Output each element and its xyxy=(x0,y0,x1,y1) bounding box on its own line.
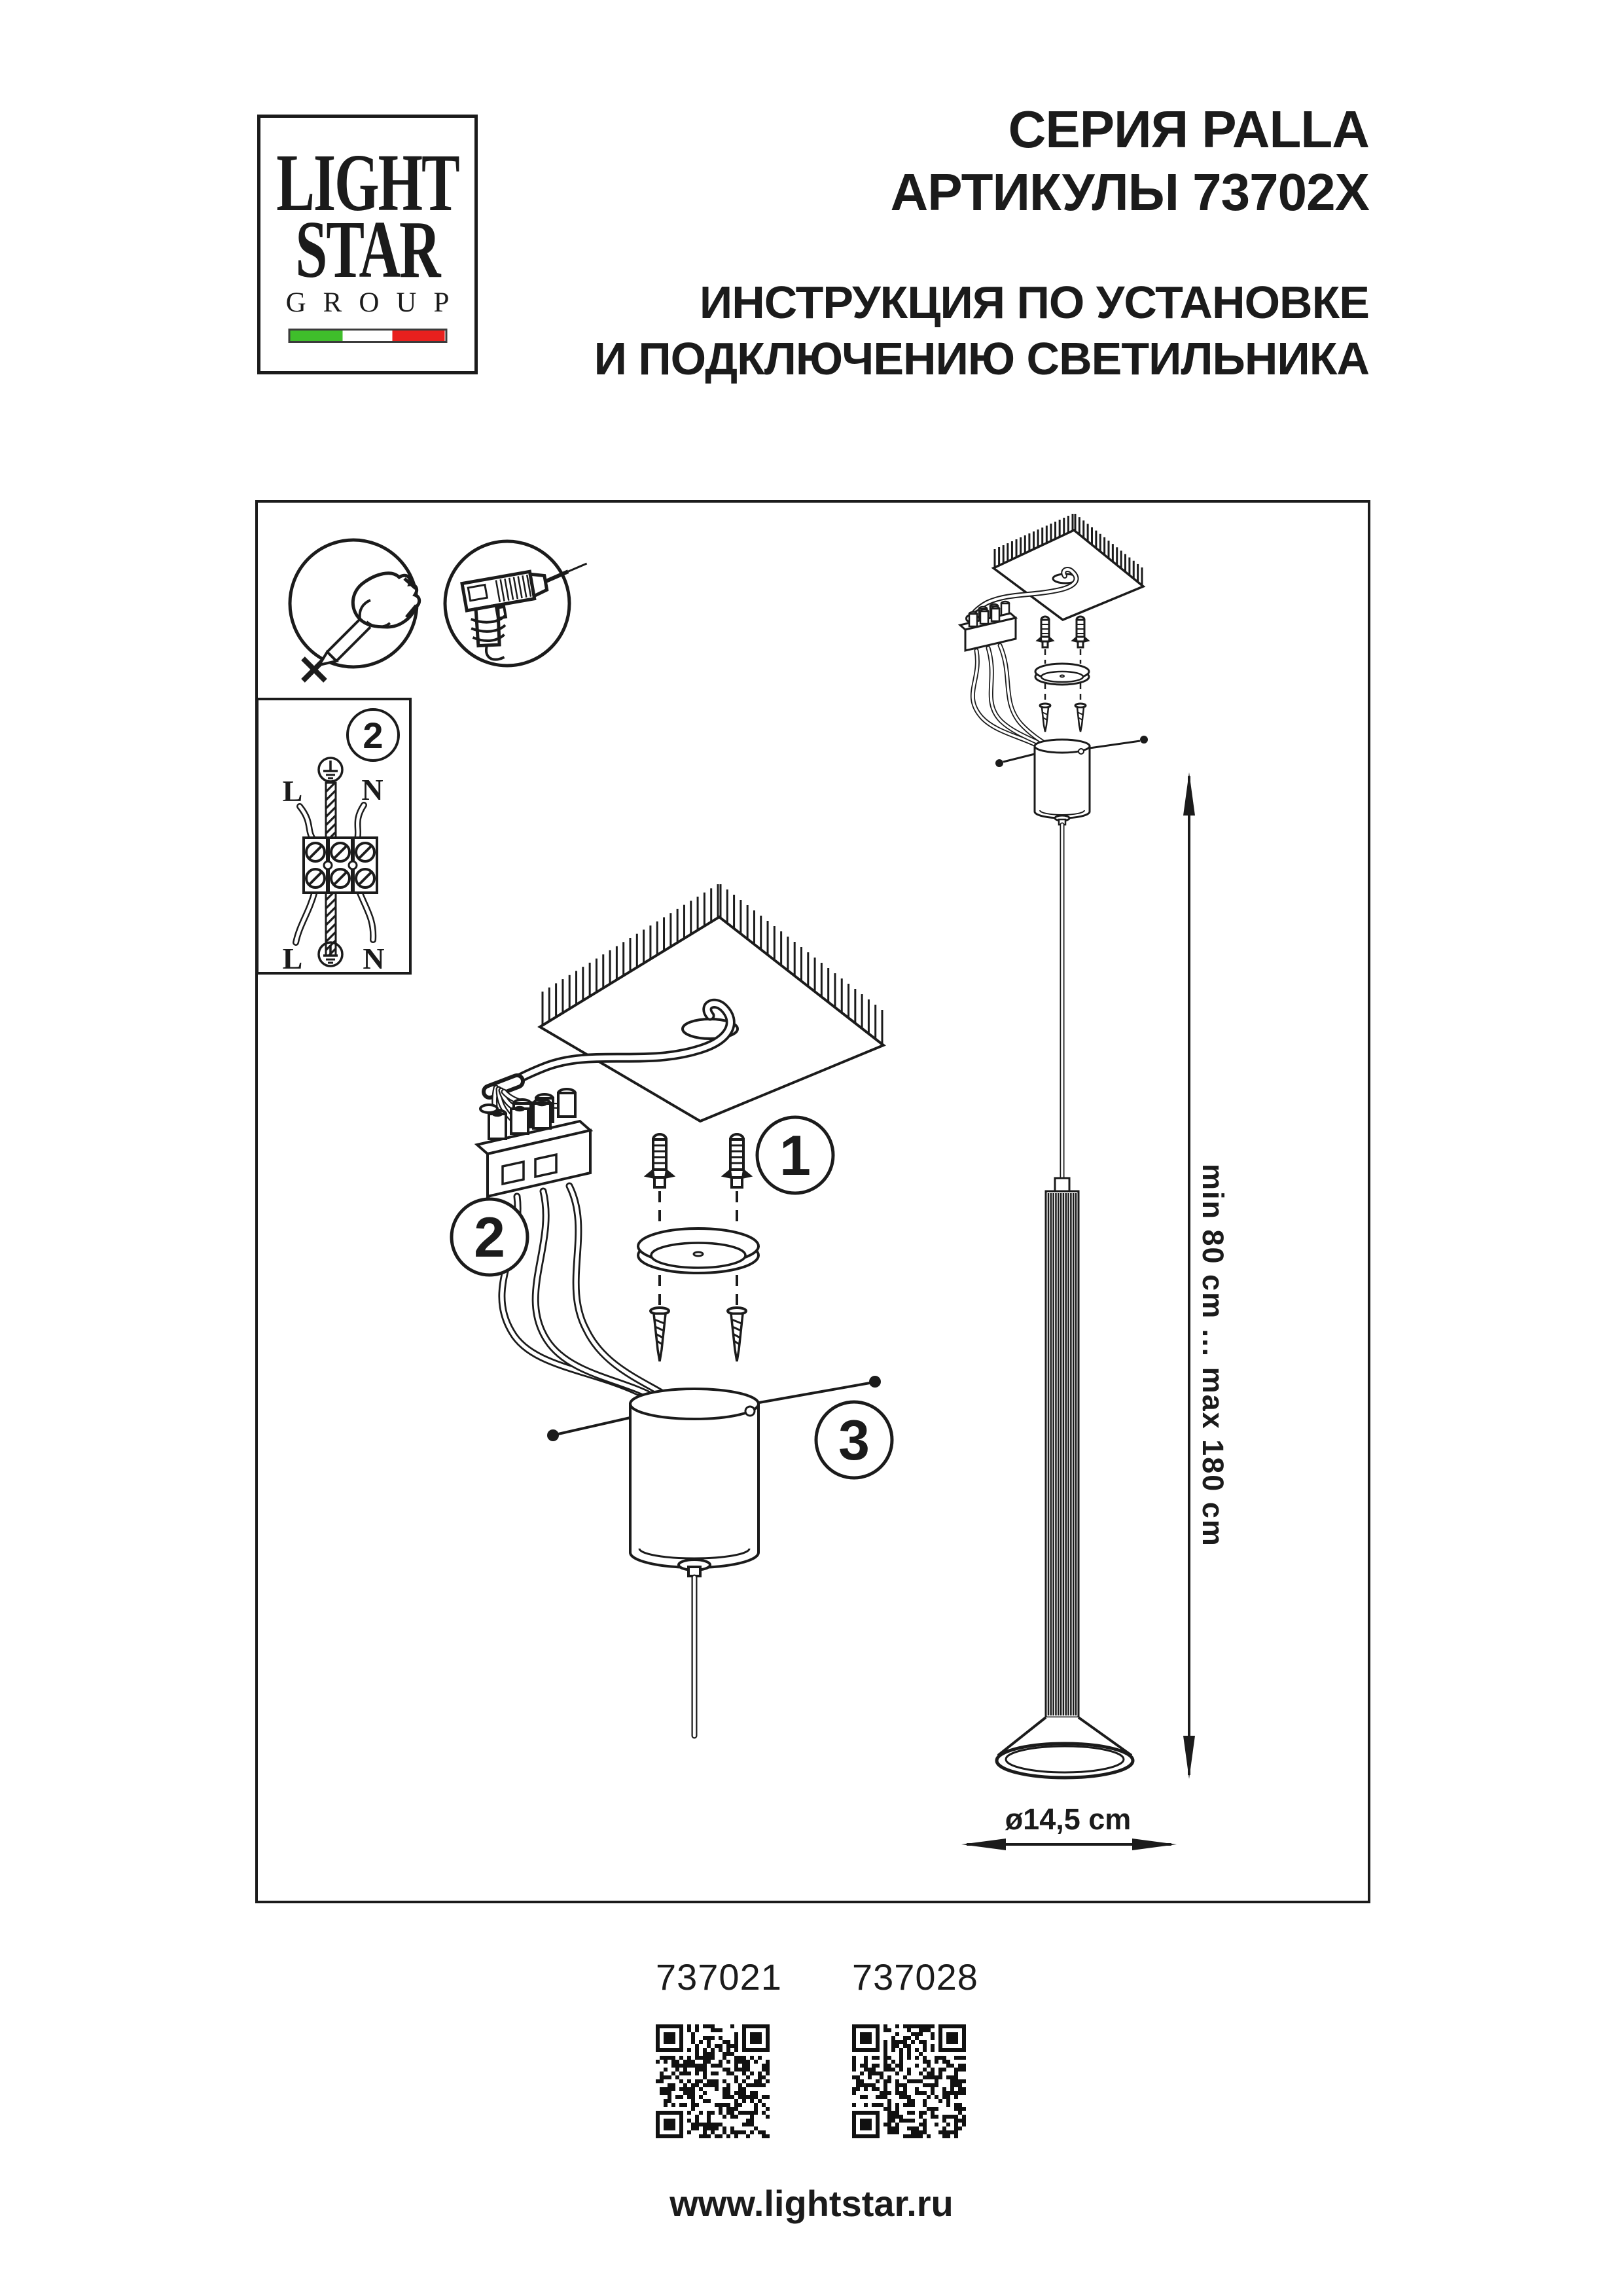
lamp-wire-small xyxy=(988,648,1047,747)
canopy-side-screw-small xyxy=(995,754,1035,767)
ceiling-canopy xyxy=(630,1389,758,1576)
suspension-dimension xyxy=(1183,772,1230,1779)
pendant-tube xyxy=(1046,1178,1079,1717)
instruction-title-line2: И ПОДКЛЮЧЕНИЮ СВЕТИЛЬНИКА xyxy=(594,333,1369,384)
step-badge-canopy xyxy=(816,1402,892,1478)
terminal-block-small xyxy=(960,601,1016,651)
logo-word-group: GROUP xyxy=(285,287,467,318)
terminal-block xyxy=(477,1089,590,1196)
mounting-ring xyxy=(638,1229,758,1273)
wall-anchor xyxy=(645,1134,674,1306)
lamp-wire xyxy=(535,1191,654,1397)
cone-shade xyxy=(997,1717,1133,1778)
ceiling-panel-small xyxy=(993,514,1143,620)
qr-block-right xyxy=(852,1956,978,2149)
step-badge-anchors xyxy=(757,1117,833,1193)
canopy-side-screw xyxy=(759,1376,881,1403)
instruction-title-line1: ИНСТРУКЦИЯ ПО УСТАНОВКЕ xyxy=(699,277,1369,328)
website-url: www.lightstar.ru xyxy=(669,2183,954,2224)
wiring-diagram xyxy=(257,699,410,975)
step-badge-terminal xyxy=(452,1199,527,1275)
terminal-strip xyxy=(304,838,377,893)
series-title: СЕРИЯ PALLA xyxy=(1008,100,1369,158)
logo-word-star: STAR xyxy=(295,205,440,296)
line-label-bottom: L xyxy=(282,942,303,975)
screw xyxy=(728,1308,746,1361)
line-label-top: L xyxy=(282,774,303,808)
screw xyxy=(651,1308,669,1361)
screw-small xyxy=(1040,704,1050,732)
lamp-wire xyxy=(535,1191,654,1397)
ceiling-canopy-small xyxy=(1035,740,1090,825)
wall-anchor-small xyxy=(1037,617,1054,702)
step-number: 2 xyxy=(474,1206,505,1269)
qr-code xyxy=(656,2024,777,2146)
suspension-dimension-label: min 80 cm ... max 180 cm xyxy=(1196,1164,1230,1547)
step-number: 1 xyxy=(779,1124,811,1187)
mark-with-pencil-icon xyxy=(290,540,419,681)
articles-title: АРТИКУЛЫ 73702X xyxy=(890,163,1369,221)
step-number: 2 xyxy=(363,715,383,756)
article-number: 737028 xyxy=(852,1956,978,1998)
canopy-side-screw-small xyxy=(1090,736,1148,748)
canopy-side-screw xyxy=(547,1418,630,1441)
mounting-ring-small xyxy=(1035,664,1089,685)
diameter-dimension xyxy=(961,1803,1177,1850)
wall-anchor xyxy=(722,1134,751,1306)
screw-small xyxy=(1075,704,1086,732)
assembled-diagram xyxy=(960,514,1230,1850)
neutral-label-bottom: N xyxy=(363,942,385,975)
wall-anchor-small xyxy=(1072,617,1089,702)
article-number: 737021 xyxy=(656,1956,782,1998)
diameter-dimension-label: ø14,5 cm xyxy=(1005,1803,1132,1836)
qr-code xyxy=(852,2024,974,2146)
exploded-diagram xyxy=(452,884,892,1736)
step-badge-wiring xyxy=(348,709,399,761)
neutral-label-top: N xyxy=(361,773,383,806)
qr-block-left xyxy=(656,1956,782,2149)
logo-word-light: LIGHT xyxy=(276,138,459,229)
drill-icon xyxy=(445,541,601,666)
step-number: 3 xyxy=(838,1409,870,1472)
